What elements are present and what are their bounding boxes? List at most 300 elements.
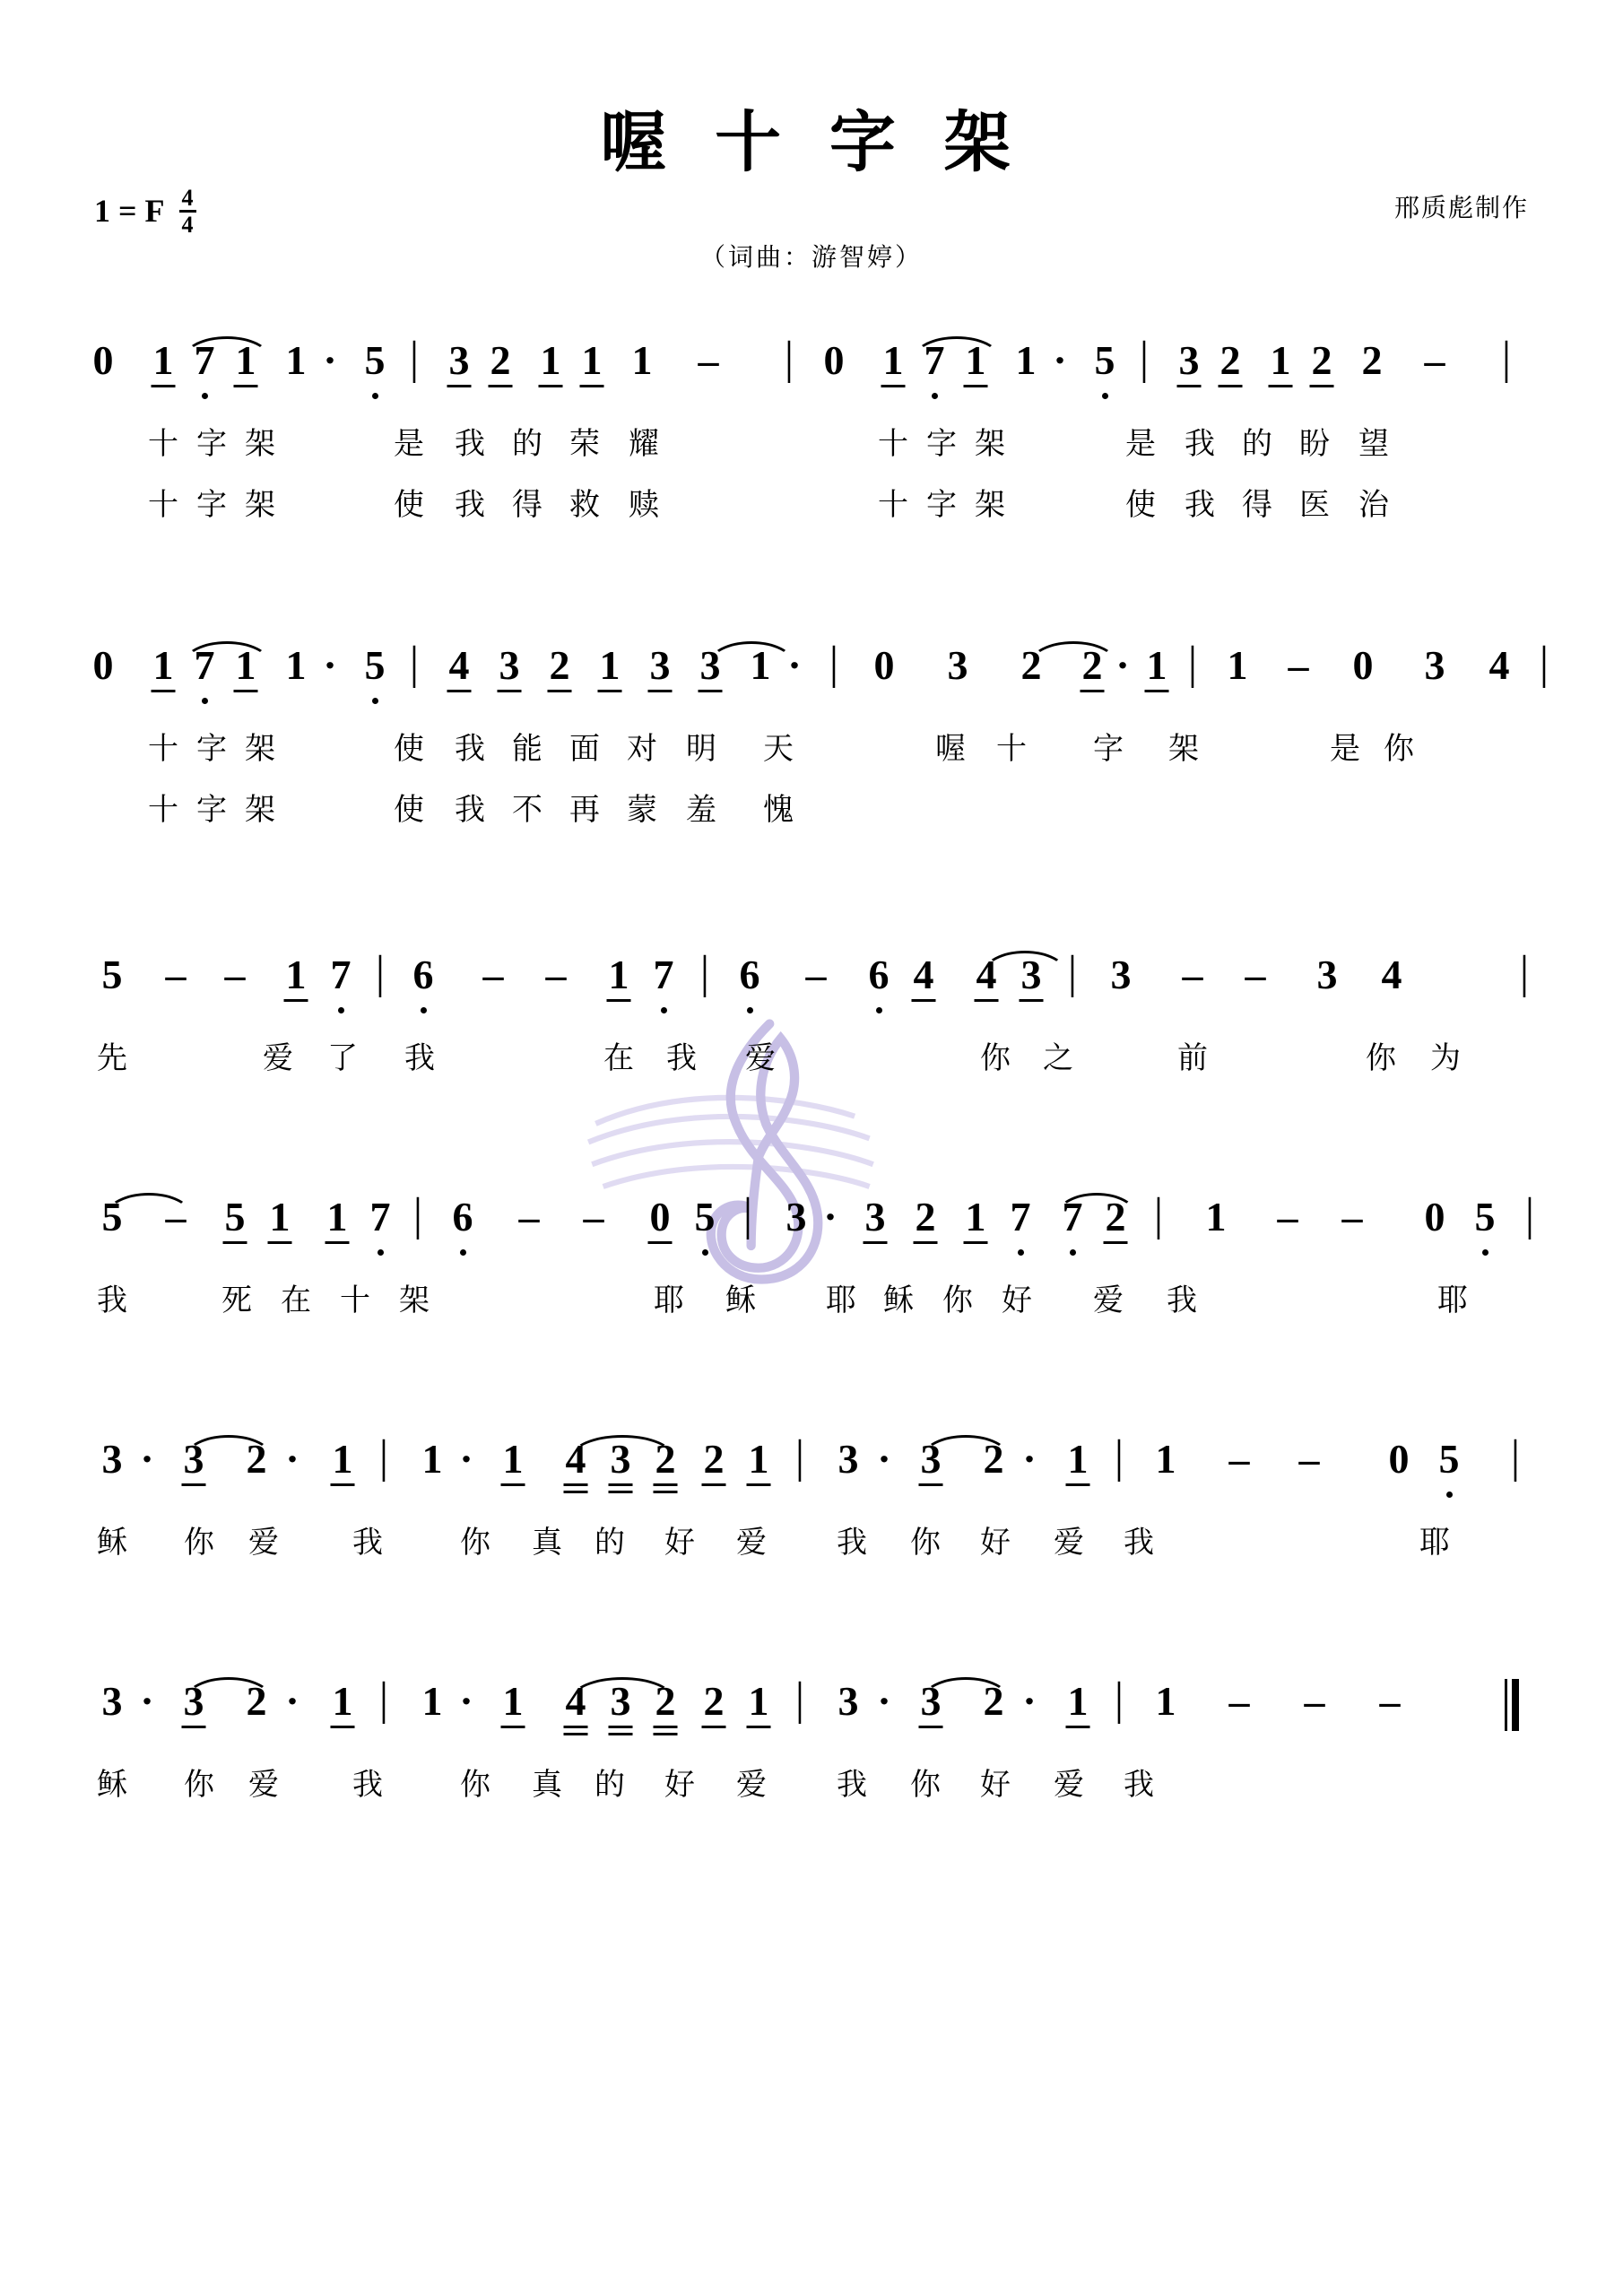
lyric: 我 <box>1124 1525 1154 1561</box>
duration-dot: · <box>323 642 337 688</box>
barline: | <box>1139 333 1150 384</box>
barline: | <box>1510 1431 1521 1483</box>
note: 1 <box>332 1436 353 1482</box>
lyric: 再 <box>569 792 600 828</box>
lyric: 十 <box>878 426 908 462</box>
tie-dash: – <box>1228 1678 1250 1724</box>
lyric: 你 <box>1366 1040 1396 1076</box>
note: 1 <box>152 642 174 688</box>
note: 3 <box>101 1678 123 1724</box>
note: 3 <box>610 1678 631 1724</box>
lyric: 好 <box>1002 1283 1032 1318</box>
note: 1 <box>235 642 256 688</box>
duration-dot: · <box>459 1436 473 1482</box>
system-3-lyrics <box>0 1033 1623 1089</box>
note: 1 <box>1270 337 1291 383</box>
note: 1 <box>421 1678 443 1724</box>
note: 2 <box>703 1436 725 1482</box>
tie-dash: – <box>1424 337 1445 383</box>
barline: | <box>699 947 710 998</box>
note: 3 <box>838 1436 859 1482</box>
barline: | <box>742 1189 753 1240</box>
note: 2 <box>655 1436 676 1482</box>
lyric: 稣 <box>97 1767 127 1803</box>
lyric: 使 <box>394 487 424 523</box>
lyric: 愧 <box>763 792 794 828</box>
lyric: 爱 <box>736 1525 767 1561</box>
note: 0 <box>873 642 895 688</box>
note: 2 <box>983 1436 1004 1482</box>
note: 7 <box>653 952 674 997</box>
note: 1 <box>152 337 174 383</box>
note: 1 <box>1146 642 1167 688</box>
note: 1 <box>285 337 307 383</box>
barline: | <box>412 1189 423 1240</box>
note: 3 <box>448 337 470 383</box>
lyric: 能 <box>512 731 542 767</box>
note: 6 <box>739 952 760 997</box>
note: 0 <box>1388 1436 1410 1482</box>
note: 2 <box>703 1678 725 1724</box>
lyric: 救 <box>569 487 600 523</box>
note: 4 <box>1381 952 1402 997</box>
lyric: 是 <box>1330 731 1360 767</box>
note: 1 <box>1155 1436 1176 1482</box>
note: 5 <box>1094 337 1115 383</box>
time-signature-numerator: 4 <box>179 186 196 213</box>
composer-credit: （词曲：游智婷） <box>699 242 923 272</box>
note: 5 <box>101 1194 123 1239</box>
system-4-notes <box>0 1189 1623 1259</box>
lyric: 真 <box>532 1525 562 1561</box>
system-1-notes <box>0 333 1623 403</box>
lyric: 你 <box>460 1525 490 1561</box>
note: 5 <box>1474 1194 1496 1239</box>
lyric: 荣 <box>569 426 600 462</box>
lyric: 字 <box>196 426 227 462</box>
note: 4 <box>976 952 997 997</box>
lyric: 羞 <box>686 792 716 828</box>
note: 3 <box>785 1194 807 1239</box>
lyric: 十 <box>148 426 178 462</box>
system-6 <box>0 1674 1623 1815</box>
system-6-lyrics <box>0 1760 1623 1815</box>
lyric: 架 <box>975 487 1005 523</box>
lyric: 爱 <box>1093 1283 1124 1318</box>
lyric: 十 <box>996 731 1027 767</box>
lyric: 是 <box>394 426 424 462</box>
note: 1 <box>965 1194 986 1239</box>
lyric: 架 <box>975 426 1005 462</box>
system-5-notes <box>0 1431 1623 1501</box>
note: 4 <box>448 642 470 688</box>
note: 6 <box>452 1194 473 1239</box>
lyric: 爱 <box>248 1525 279 1561</box>
system-3-notes <box>0 947 1623 1017</box>
tie-dash: – <box>1228 1436 1250 1482</box>
note: 5 <box>101 952 123 997</box>
lyric: 死 <box>221 1283 252 1318</box>
barline: | <box>378 1674 389 1725</box>
barline: | <box>794 1431 805 1483</box>
note: 1 <box>1205 1194 1227 1239</box>
lyric: 十 <box>148 487 178 523</box>
lyric: 治 <box>1358 487 1389 523</box>
final-barline <box>1505 1679 1519 1731</box>
barline: | <box>794 1674 805 1725</box>
tie-dash: – <box>1288 642 1309 688</box>
barline: | <box>409 333 420 384</box>
note: 1 <box>608 952 629 997</box>
system-4 <box>0 1189 1623 1331</box>
lyric: 了 <box>327 1040 358 1076</box>
lyric: 之 <box>1043 1040 1073 1076</box>
lyric: 耶 <box>826 1283 856 1318</box>
note: 1 <box>750 642 771 688</box>
time-signature <box>179 186 196 238</box>
key-signature <box>94 184 196 238</box>
lyric: 先 <box>97 1040 127 1076</box>
system-1 <box>0 333 1623 535</box>
lyric: 得 <box>1242 487 1272 523</box>
note: 1 <box>882 337 904 383</box>
barline: | <box>1187 638 1198 689</box>
duration-dot: · <box>823 1194 838 1239</box>
lyric: 稣 <box>725 1283 756 1318</box>
lyric: 我 <box>97 1283 127 1318</box>
lyric: 我 <box>352 1767 383 1803</box>
lyric: 架 <box>399 1283 430 1318</box>
lyric: 架 <box>245 426 275 462</box>
slur <box>708 641 794 664</box>
note: 3 <box>699 642 721 688</box>
note: 3 <box>1424 642 1445 688</box>
note: 1 <box>965 337 986 383</box>
barline: | <box>1501 333 1512 384</box>
note: 1 <box>540 337 561 383</box>
note: 2 <box>1081 642 1103 688</box>
note: 2 <box>1311 337 1332 383</box>
system-5-lyrics <box>0 1518 1623 1573</box>
note: 4 <box>913 952 934 997</box>
note: 0 <box>1424 1194 1445 1239</box>
tie-dash: – <box>805 952 827 997</box>
note: 1 <box>285 642 307 688</box>
note: 1 <box>1227 642 1248 688</box>
lyric: 你 <box>1384 731 1414 767</box>
duration-dot: · <box>877 1678 891 1724</box>
note: 7 <box>1010 1194 1031 1239</box>
lyric: 明 <box>686 731 716 767</box>
lyric: 架 <box>245 792 275 828</box>
lyric: 十 <box>148 731 178 767</box>
duration-dot: · <box>1115 642 1130 688</box>
note: 4 <box>1488 642 1510 688</box>
lyric: 你 <box>910 1767 941 1803</box>
lyric: 使 <box>394 792 424 828</box>
barline: | <box>1519 947 1530 998</box>
lyric: 前 <box>1177 1040 1208 1076</box>
tie-dash: – <box>1304 1678 1325 1724</box>
note: 3 <box>1020 952 1042 997</box>
system-1-lyrics-verse-2 <box>0 480 1623 535</box>
lyric: 字 <box>926 426 957 462</box>
lyric: 我 <box>404 1040 435 1076</box>
lyric: 我 <box>455 731 485 767</box>
tie-dash: – <box>698 337 719 383</box>
system-2-lyrics-verse-1 <box>0 724 1623 779</box>
system-3 <box>0 947 1623 1089</box>
note: 1 <box>631 337 653 383</box>
lyric: 为 <box>1430 1040 1461 1076</box>
note: 1 <box>269 1194 291 1239</box>
system-2 <box>0 638 1623 840</box>
lyric: 爱 <box>263 1040 293 1076</box>
tie-dash: – <box>583 1194 604 1239</box>
lyric: 架 <box>1168 731 1199 767</box>
lyric: 在 <box>281 1283 311 1318</box>
lyric: 稣 <box>97 1525 127 1561</box>
tie-dash: – <box>1245 952 1266 997</box>
lyric: 我 <box>455 487 485 523</box>
time-signature-denominator: 4 <box>181 212 194 239</box>
lyric: 喔 <box>935 731 966 767</box>
note: 1 <box>235 337 256 383</box>
lyric: 字 <box>196 487 227 523</box>
lyric: 我 <box>1167 1283 1197 1318</box>
lyric: 好 <box>664 1767 695 1803</box>
lyric: 字 <box>1093 731 1124 767</box>
barline: | <box>1539 638 1549 689</box>
note: 0 <box>1352 642 1374 688</box>
lyric: 蒙 <box>627 792 657 828</box>
duration-dot: · <box>1053 337 1067 383</box>
lyric: 面 <box>569 731 600 767</box>
note: 5 <box>364 337 386 383</box>
lyric: 爱 <box>745 1040 776 1076</box>
note: 2 <box>1020 642 1042 688</box>
tie-dash: – <box>518 1194 540 1239</box>
duration-dot: · <box>787 642 802 688</box>
lyric: 字 <box>196 731 227 767</box>
lyric: 好 <box>664 1525 695 1561</box>
tie-dash: – <box>1298 1436 1320 1482</box>
lyric: 十 <box>148 792 178 828</box>
lyric: 盼 <box>1299 426 1330 462</box>
duration-dot: · <box>459 1678 473 1724</box>
note: 2 <box>549 642 570 688</box>
lyric: 爱 <box>1054 1525 1084 1561</box>
slur <box>1029 641 1117 664</box>
lyric: 真 <box>532 1767 562 1803</box>
lyric: 的 <box>1242 426 1272 462</box>
lyric: 你 <box>980 1040 1011 1076</box>
note: 1 <box>326 1194 348 1239</box>
note: 6 <box>868 952 890 997</box>
note: 3 <box>864 1194 886 1239</box>
note: 3 <box>838 1678 859 1724</box>
note: 0 <box>92 337 114 383</box>
lyric: 爱 <box>736 1767 767 1803</box>
lyric: 我 <box>1124 1767 1154 1803</box>
tie-dash: – <box>165 1194 187 1239</box>
lyric: 你 <box>184 1767 214 1803</box>
duration-dot: · <box>140 1436 154 1482</box>
note: 3 <box>183 1678 204 1724</box>
lyric: 字 <box>926 487 957 523</box>
lyric: 医 <box>1299 487 1330 523</box>
lyric: 爱 <box>248 1767 279 1803</box>
lyric: 使 <box>394 731 424 767</box>
note: 2 <box>490 337 511 383</box>
note: 3 <box>101 1436 123 1482</box>
duration-dot: · <box>140 1678 154 1724</box>
note: 7 <box>330 952 352 997</box>
note: 3 <box>920 1436 942 1482</box>
duration-dot: · <box>323 337 337 383</box>
system-2-lyrics-verse-2 <box>0 785 1623 840</box>
lyric: 爱 <box>1054 1767 1084 1803</box>
lyric: 十 <box>878 487 908 523</box>
barline: | <box>1153 1189 1164 1240</box>
tie-dash: – <box>1277 1194 1298 1239</box>
page-title: 喔 十 字 架 <box>600 104 1023 181</box>
tie-dash: – <box>1341 1194 1363 1239</box>
lyric: 的 <box>512 426 542 462</box>
lyric: 使 <box>1125 487 1156 523</box>
lyric: 天 <box>763 731 794 767</box>
barline: | <box>1067 947 1078 998</box>
lyric: 稣 <box>883 1283 914 1318</box>
lyric: 耶 <box>1437 1283 1468 1318</box>
system-6-notes <box>0 1674 1623 1744</box>
duration-dot: · <box>285 1678 299 1724</box>
barline: | <box>378 1431 389 1483</box>
note: 5 <box>1438 1436 1460 1482</box>
note: 1 <box>599 642 621 688</box>
lyric: 我 <box>1185 487 1215 523</box>
note: 2 <box>1105 1194 1126 1239</box>
duration-dot: · <box>1022 1678 1037 1724</box>
tie-dash: – <box>482 952 504 997</box>
duration-dot: · <box>877 1436 891 1482</box>
lyric: 字 <box>196 792 227 828</box>
lyric: 望 <box>1358 426 1389 462</box>
barline: | <box>784 333 794 384</box>
note: 2 <box>915 1194 936 1239</box>
arranger-credit: 邢质彪制作 <box>1393 193 1529 222</box>
note: 3 <box>1110 952 1132 997</box>
lyric: 我 <box>666 1040 697 1076</box>
barline: | <box>1114 1431 1124 1483</box>
lyric: 在 <box>603 1040 634 1076</box>
note: 0 <box>92 642 114 688</box>
lyric: 好 <box>980 1525 1011 1561</box>
lyric: 你 <box>910 1525 941 1561</box>
tie-dash: – <box>224 952 246 997</box>
lyric: 不 <box>512 792 542 828</box>
note: 3 <box>499 642 520 688</box>
lyric: 的 <box>595 1525 625 1561</box>
note: 4 <box>565 1678 586 1724</box>
barline: | <box>375 947 386 998</box>
note: 1 <box>748 1436 769 1482</box>
lyric: 我 <box>837 1767 867 1803</box>
note: 1 <box>1015 337 1037 383</box>
note: 2 <box>246 1436 267 1482</box>
note: 1 <box>1155 1678 1176 1724</box>
note: 0 <box>823 337 845 383</box>
note: 7 <box>369 1194 391 1239</box>
note: 0 <box>649 1194 671 1239</box>
system-5 <box>0 1431 1623 1573</box>
note: 2 <box>655 1678 676 1724</box>
barline: | <box>1114 1674 1124 1725</box>
note: 6 <box>412 952 434 997</box>
lyric: 你 <box>184 1525 214 1561</box>
lyric: 我 <box>352 1525 383 1561</box>
note: 5 <box>224 1194 246 1239</box>
lyric: 耶 <box>654 1283 684 1318</box>
lyric: 赎 <box>629 487 659 523</box>
note: 2 <box>1361 337 1383 383</box>
note: 3 <box>610 1436 631 1482</box>
barline: | <box>1524 1189 1535 1240</box>
note: 2 <box>983 1678 1004 1724</box>
note: 3 <box>1316 952 1338 997</box>
lyric: 十 <box>340 1283 370 1318</box>
note: 3 <box>1178 337 1200 383</box>
note: 7 <box>194 337 215 383</box>
lyric: 是 <box>1125 426 1156 462</box>
system-4-lyrics <box>0 1275 1623 1331</box>
lyric: 你 <box>942 1283 973 1318</box>
tie-dash: – <box>1379 1678 1401 1724</box>
lyric: 架 <box>245 731 275 767</box>
note: 2 <box>246 1678 267 1724</box>
note: 7 <box>924 337 945 383</box>
note: 1 <box>748 1678 769 1724</box>
note: 1 <box>285 952 307 997</box>
lyric: 得 <box>512 487 542 523</box>
note: 1 <box>502 1436 524 1482</box>
lyric: 对 <box>627 731 657 767</box>
system-2-notes <box>0 638 1623 708</box>
lyric: 好 <box>980 1767 1011 1803</box>
note: 3 <box>920 1678 942 1724</box>
barline: | <box>829 638 839 689</box>
note: 2 <box>1219 337 1241 383</box>
note: 3 <box>183 1436 204 1482</box>
system-1-lyrics-verse-1 <box>0 419 1623 474</box>
note: 5 <box>694 1194 716 1239</box>
lyric: 你 <box>460 1767 490 1803</box>
lyric: 我 <box>837 1525 867 1561</box>
tie-dash: – <box>165 952 187 997</box>
key-signature-text: 1 = F <box>94 192 165 229</box>
lyric: 我 <box>1185 426 1215 462</box>
note: 1 <box>421 1436 443 1482</box>
lyric: 的 <box>595 1767 625 1803</box>
tie-dash: – <box>545 952 567 997</box>
note: 1 <box>332 1678 353 1724</box>
note: 7 <box>1062 1194 1083 1239</box>
barline: | <box>409 638 420 689</box>
lyric: 我 <box>455 426 485 462</box>
lyric: 耀 <box>629 426 659 462</box>
lyric: 耶 <box>1419 1525 1450 1561</box>
lyric: 架 <box>245 487 275 523</box>
